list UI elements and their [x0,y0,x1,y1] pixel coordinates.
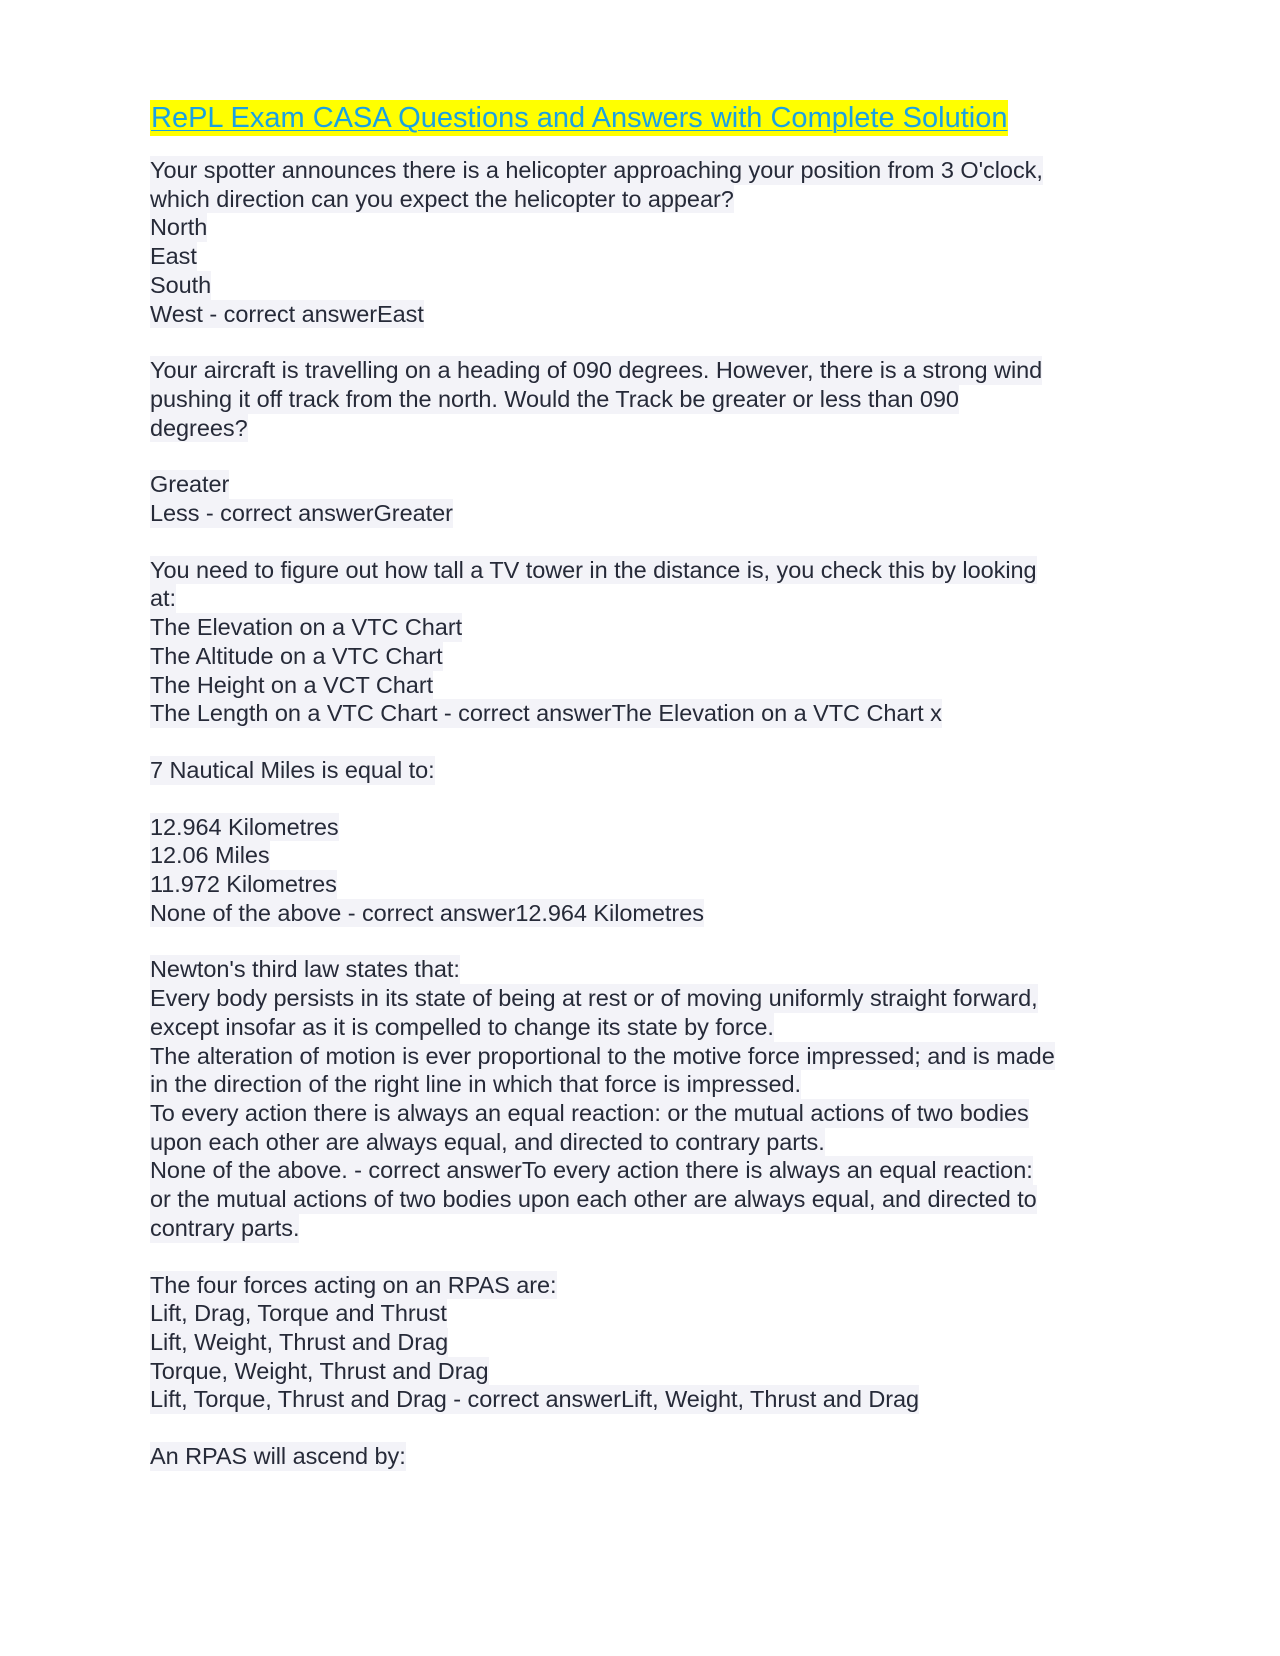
answer-option-with-solution: Less - correct answerGreater [150,500,453,527]
question-text-line: degrees? [150,414,248,441]
question-block-3 [150,556,1130,728]
question-block-5 [150,955,1130,1242]
paragraph-gap [150,442,1130,470]
answer-option: upon each other are always equal, and directed to contrary parts. [150,1128,825,1155]
question-text-line: pushing it off track from the north. Would the Track be greater or less than 090 [150,385,959,412]
answer-option-with-solution: None of the above. - correct answerTo every action there is always an equal reaction: [150,1157,1033,1184]
question-block-2 [150,356,1130,528]
question-text-line: You need to figure out how tall a TV tower in the distance is, you check this by looking [150,556,1037,583]
answer-option: The Altitude on a VTC Chart [150,642,443,669]
answer-option: 12.06 Miles [150,842,270,869]
answer-option: North [150,214,208,241]
question-text-line: An RPAS will ascend by: [150,1443,406,1470]
question-text-line: 7 Nautical Miles is equal to: [150,756,435,783]
answer-option: To every action there is always an equal reaction: or the mutual actions of two bodies [150,1099,1029,1126]
question-text-line: The four forces acting on an RPAS are: [150,1271,557,1298]
answer-option: Every body persists in its state of being at rest or of moving uniformly straight forward, [150,985,1038,1012]
question-block-4 [150,756,1130,928]
answer-option: The Elevation on a VTC Chart [150,614,463,641]
answer-option: Lift, Weight, Thrust and Drag [150,1328,449,1355]
answer-option: South [150,271,212,298]
answer-option: The alteration of motion is ever proportional to the motive force impressed; and is made [150,1042,1055,1069]
document-title-link[interactable]: RePL Exam CASA Questions and Answers with Complete Solution [151,102,1008,134]
answer-option: 11.972 Kilometres [150,871,337,898]
question-text-line: at: [150,585,176,612]
question-block-7 [150,1442,1130,1471]
answer-option-with-solution: Lift, Torque, Thrust and Drag - correct answerLift, Weight, Thrust and Drag [150,1386,920,1413]
answer-option: 12.964 Kilometres [150,813,339,840]
question-text-line: Your spotter announces there is a helicopter approaching your position from 3 O'clock, [150,157,1043,183]
document-page [150,100,1130,1499]
answer-option: The Height on a VCT Chart [150,671,434,698]
answer-option: Greater [150,471,230,498]
answer-option: except insofar as it is compelled to change its state by force. [150,1013,774,1040]
answer-option-with-solution: None of the above - correct answer12.964 Kilometres [150,899,704,926]
question-text-line: Your aircraft is travelling on a heading of 090 degrees. However, there is a strong wind [150,357,1043,384]
title-wrap [150,100,1130,156]
answer-option-with-solution: West - correct answerEast [150,300,424,327]
answer-option: Lift, Drag, Torque and Thrust [150,1300,447,1327]
question-block-6 [150,1271,1130,1415]
answer-option: East [150,243,197,270]
answer-option: in the direction of the right line in which that force is impressed. [150,1071,802,1098]
question-block-1 [150,156,1130,328]
answer-option-with-solution: The Length on a VTC Chart - correct answerThe Elevation on a VTC Chart x [150,700,942,727]
question-text-line: Newton's third law states that: [150,956,460,983]
answer-option: Torque, Weight, Thrust and Drag [150,1357,489,1384]
answer-option-with-solution: or the mutual actions of two bodies upon each other are always equal, and directed to [150,1186,1037,1213]
paragraph-gap [150,785,1130,813]
answer-option-with-solution: contrary parts. [150,1214,300,1241]
question-text-line: which direction can you expect the helicopter to appear? [150,185,734,212]
